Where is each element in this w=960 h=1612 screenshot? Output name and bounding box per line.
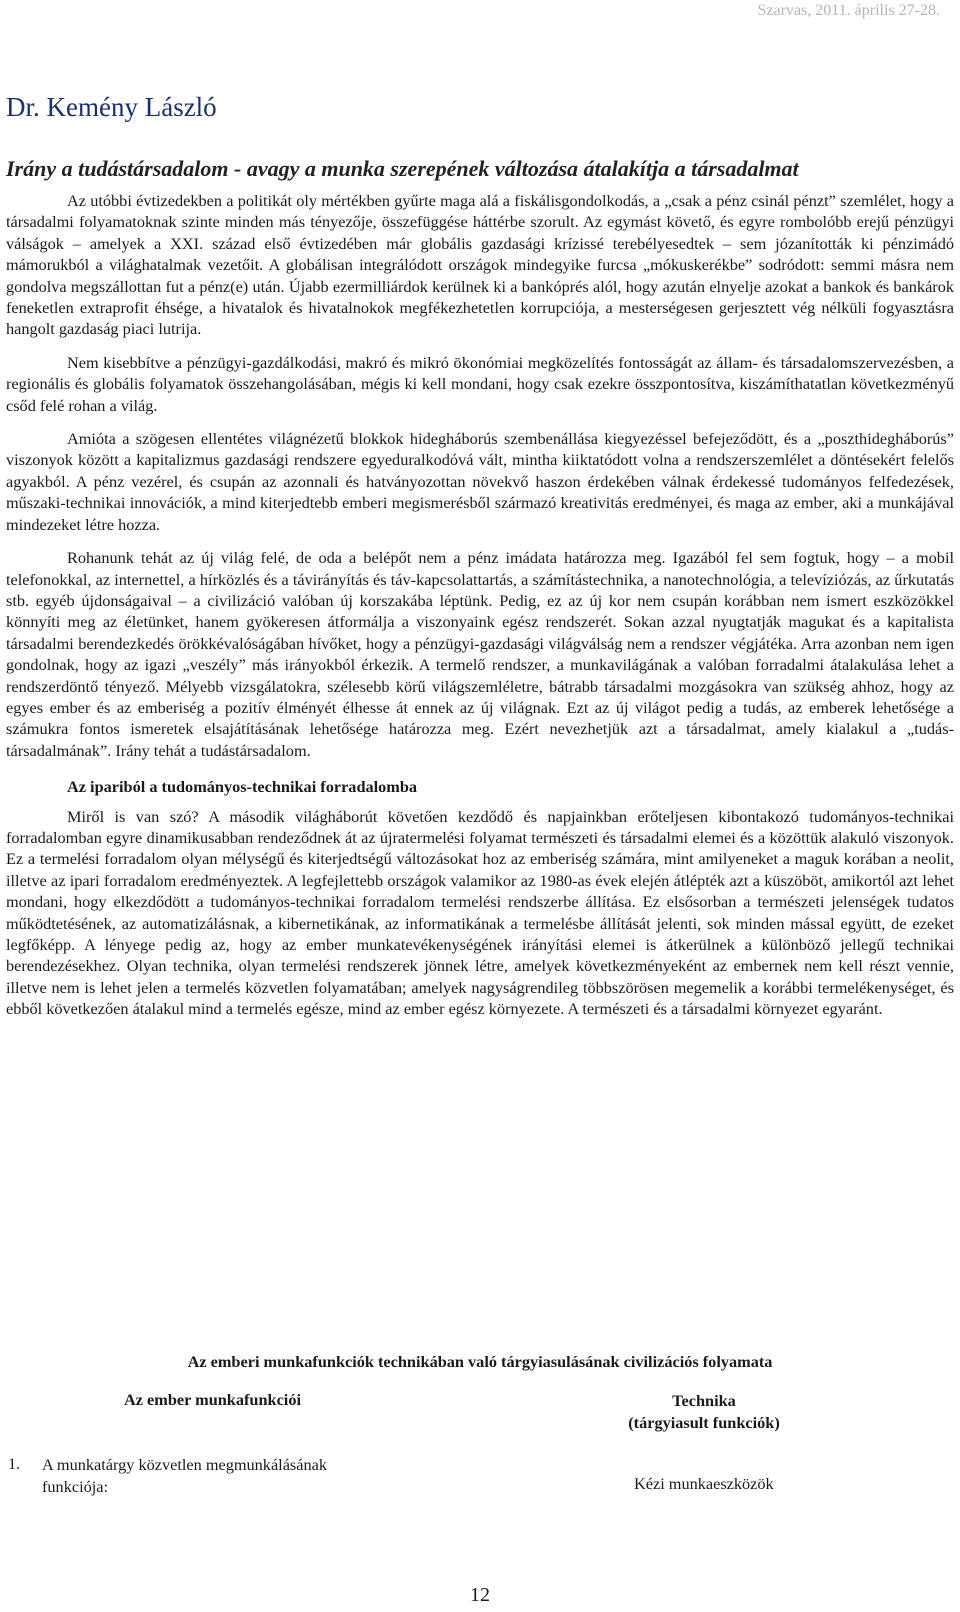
paragraph: Amióta a szögesen ellentétes világnézetű blokkok hidegháborús szembenállása kiegyezéssel befejeződött, és a „poszthidegháborús” viszonyok között a kapitalizmus gazdasági rendszere egyeduralkodóvá vált, mintha kiiktatódott volna a rendszerszemlélet a döntésekért felelős agyakból. A pénz vezérel, és csupán az azonnali és hatványozottan növekvő haszon érdekében válnak érdekessé tudományos felfedezések, műszaki-technikai innovációk, a mind kiterjedtebb emberi megismerésből származó kreativitás eredményei, és maga az ember, aki a munkájával mindezeket létre hozza. [6,429,954,534]
paragraph: Rohanunk tehát az új világ felé, de oda a belépőt nem a pénz imádata határozza meg. Igazából fel sem fogtuk, hogy – a mobil telefonokkal, az internettel, a hírközlés és a távirányítás és táv-kapcsolattartás, a számítástechnika, a nanotechnológia, a televíziózás, az űrkutatás stb. egyéb újdonságaival – a civilizáció valóban új korszakába léptünk. Pedig, ez az új kor nem csupán korábban nem ismert eszközökkel könnyíti meg az életünket, hanem gyökeresen átformálja a viszonyaink egész rendszerét. Sokan azzal nyugtatják magukat és a kapitalista társadalmi berendezkedés örökkévalóságában hívőket, hogy a pénzügyi-gazdasági világválság nem a rendszer végjátéka. Arra azonban nem igen gondolnak, hogy az igazi „veszély” más irányokból érkezik. A termelő rendszer, a munkavilágának a valóban forradalmi átalakulása lehet a rendszerdöntő tényező. Mélyebb vizsgálatokra, szélesebb körű világszemléletre, bátrabb társadalmi mozgásokra van szükség ahhoz, hogy az egyes ember és az emberiség a pozitív élményét élhesse át ennek az új világnak. Ezt az új világot pedig a tudás, az emberek lehetősége a számukra fontos ismeretek elsajátításának lehetősége határozza meg. Ezért nevezhetjük azt a társadalmat, amely kialakul a „tudás-társadalmának”. Irány tehát a tudástársadalom. [6,548,954,760]
paragraph: Az utóbbi évtizedekben a politikát oly mértékben gyűrte maga alá a fiskálisgondolkodás, a „csak a pénz csinál pénzt” szemlélet, hogy a társadalmi folyamatoknak szinte minden más tényezője, összefüggése háttérbe szorult. Az egymást követő, és egyre rombolóbb erejű pénzügyi válságok – amelyek a XXI. század első évtizedében már globális gazdasági krízissé terebélyesedtek – sem józanították ki pénzimádó mámorukból a világhatalmak vezetőit. A globálisan integrálódott országok mindegyike furcsa „mókuskerékbe” sodródott: semmi másra nem gondolva megszállottan fut a pénz(e) után. Újabb ezermilliárdok kerülnek ki a bankóprés alól, hogy azután elnyelje azokat a bankok és bankárok feneketlen extraprofit éhsége, a hivatalok és hivatalnokok megfékezhetetlen korrupciója, a mesterségesen gerjesztett vég nélküli fogyasztásra hangolt gazdaság piaci lutrija. [6,191,954,339]
section-heading: Az ipariból a tudományos-technikai forradalomba [67,777,418,797]
table-row-technology: Kézi munkaeszközök [634,1474,774,1493]
table-row-number: 1. [8,1454,21,1473]
column-header-line: Technika [672,1391,736,1410]
article-body [6,190,954,1020]
paragraph: Miről is van szó? A második világháborút követően kezdődő és napjainkban erőteljesen kibontakozó tudományos-technikai forradalomban egyre dinamikusabban rendeződnek át az újratermelési folyamat természeti és társadalmi elemei és a közöttük alakuló viszonyok. Ez a termelési forradalom olyan mélységű és kiterjedtségű változásokat hoz az emberiség számára, mint amilyeneket a maguk korában a neolit, illetve az ipari forradalom eredményeztek. A legfejlettebb országok valamikor az 1980-as évek elején átlépték azt a küszöböt, amikortól azt lehet mondani, hogy elkezdődött a tudományos-technikai forradalom termelési rendszerbe állítása. Ez elsősorban a természeti jelenségek tudatos működtetésének, az automatizálásnak, a kibernetikának, az informatikának a termelésbe állítását jelenti, sok minden mással együtt, de ezeket legfőképp. A lényege pedig az, hogy az ember munkatevékenységének irányítási elemei is átkerülnek a különböző jellegű technikai berendezésekhez. Olyan technika, olyan termelési rendszerek jönnek létre, amelyek következményeként az embernek nem kell részt vennie, illetve nem is lehet jelen a termelés közvetlen folyamatában; amelyek nagyságrendileg többszörösen megemelik a korábbi termelékenységet, és ebből következően átalakul mind a termelés egésze, mind az ember egész környezete. A természeti és a társadalmi környezet egyaránt. [6,806,954,1019]
author-name: Dr. Kemény László [6,92,217,122]
page-number: 12 [470,1584,490,1606]
table-column-header-right [604,1390,804,1434]
function-line: funkciója: [42,1477,109,1496]
table-column-header-left: Az ember munkafunkciói [124,1390,301,1409]
column-header-line: (tárgyiasult funkciók) [628,1413,780,1432]
table-row-function [42,1454,422,1498]
running-head: Szarvas, 2011. április 27-28. [757,2,940,19]
article-title: Irány a tudástársadalom - avagy a munka szerepének változása átalakítja a társadalmat [6,156,799,181]
table-title: Az emberi munkafunkciók technikában való tárgyiasulásának civilizációs folyamata [187,1352,773,1371]
paragraph: Nem kisebbítve a pénzügyi-gazdálkodási, makró és mikró ökonómiai megközelítés fontosságát az állam- és társadalomszervezésben, a regionális és globális folyamatok összehangolásában, mégis ki kell mondani, hogy csak ezekre összpontosítva, kiszámíthatatlan következményű csőd felé rohan a világ. [6,352,954,415]
function-line: A munkatárgy közvetlen megmunkálásának [42,1455,327,1474]
